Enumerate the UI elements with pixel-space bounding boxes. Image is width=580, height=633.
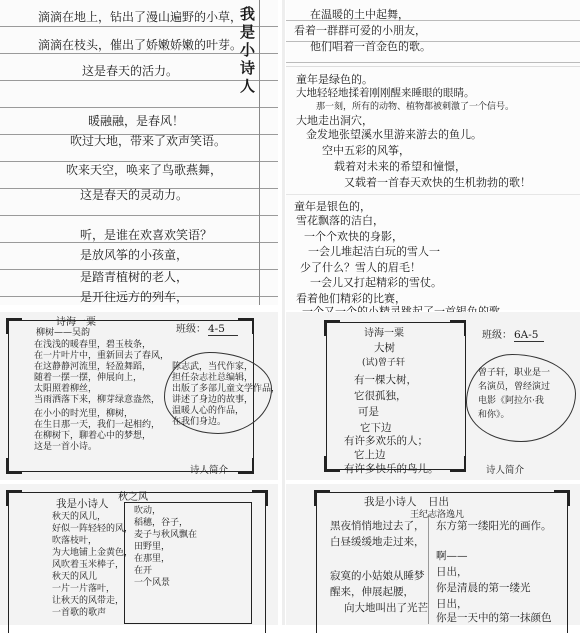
poem-line: 它上边 [354,449,386,461]
card-header: 诗海一粟 [364,328,404,339]
poem-line: 吹动， [134,506,162,516]
poem-line: 白昼缓缓地走过来， [330,536,425,548]
poem-line: 东方第一缕阳光的画作。 [436,520,552,532]
poem-line: 一个个欢快的身影， [304,230,403,243]
poem-line: 是放风筝的小孩童， [80,248,189,262]
poem-line: 它下边 [360,422,392,434]
poem-line: 少了什么？雪人的眉毛！ [300,261,421,274]
poem-line: 它很孤独， [354,390,407,402]
poem-line: 有许多快乐的鸟儿。 [344,463,439,475]
poem-line: 日出， [436,598,468,610]
intro-line: 名演员，曾经演过 [478,382,551,392]
poet-intro-label: 诗人简介 [486,465,525,476]
poem-line: 载着对未来的希望和憧憬， [334,160,466,173]
poem-line: 在那里， [134,554,171,564]
poem-line: 童年是绿色的。 [296,73,373,86]
poem-line: 太阳照着柳丝， [34,384,98,394]
frame-corner-ornament [450,320,466,336]
poem-line: 吹过大地，带来了欢声笑语。 [70,134,227,148]
section-divider [286,194,580,195]
poem-line: 在浅浅的暖春里，碧玉枝条， [34,340,152,350]
intro-line: 陈志武，当代作家， [172,362,254,372]
poem-line: 向大地叫出了光芒 [344,602,428,614]
class-label: 班级： [482,330,512,341]
mid-left-card [0,312,281,480]
poem-line: 好似一阵轻轻的风， [52,524,134,534]
poem-line: 金发地张望溪水里游来游去的鱼儿。 [306,128,482,141]
card-header: 我是小诗人 [56,498,109,510]
poem-line: 暖融融，是春风！ [88,114,185,128]
top-left-page [0,0,278,305]
poem-line: 为大地铺上金黄色， [52,548,134,558]
poem-line: 大地轻轻地揉着刚刚醒来睡眼的眼睛。 [296,87,475,99]
poem-line: 这是春天的活力。 [82,64,179,78]
poem-line: 看着一群群可爱的小朋友， [294,24,426,37]
poem-line: 在这静静河流里，轻盈舞蹈， [34,362,152,372]
poem-line: 又载着一首春天欢快的生机勃勃的歌！ [344,176,531,189]
intro-line: 担任杂志社总编辑， [172,373,254,383]
poem-line: 醒来，伸展起腰， [330,586,414,598]
poem-line: 在小小的时光里，柳树， [34,409,134,419]
poem-line: 你是清晨的第一缕光 [436,582,531,594]
poem-line: 有一棵大树， [354,374,417,386]
poem-line: 风吹着玉米棒子， [52,560,125,570]
frame-corner-ornament [450,456,466,472]
poem-line: 这是一首小诗。 [34,442,98,452]
poem-line: 在生日那一天，我们一起相约， [34,420,161,430]
poem-line: 在柳树下，聊着心中的梦想， [34,431,152,441]
poem-line: 滴滴在枝头，催出了娇嫩娇嫩的叶芽。 [38,38,243,52]
intro-line: 在我们身边。 [172,417,227,427]
intro-line: 电影《阿拉尔·我 [478,396,544,406]
poem-line: 在一片叶片中，重新回去了春风， [34,351,170,361]
intro-line: 温暖人心的作品， [172,406,245,416]
poem-line: 那一刻，所有的动物、植物都被刺激了一个信号。 [316,102,515,112]
bottom-right-card [286,484,580,625]
poem-line: 在温暖的土中起舞， [310,8,409,21]
frame-corner-ornament [314,490,330,506]
poem-line: 大地走出洞穴， [296,114,373,127]
poem-line: 空中五彩的风筝， [322,144,410,157]
frame-corner-ornament [324,320,340,336]
poem-line: 看着他们精彩的比赛， [296,292,406,305]
column-divider [428,514,429,624]
poem-line: 吹落枝叶， [52,536,98,546]
frame-corner-ornament [6,458,22,474]
poem-line: 雪花飘落的洁白， [296,214,384,227]
class-value: 6A-5 [514,329,544,342]
frame-corner-ornament [252,490,268,506]
bottom-left-card [0,484,278,625]
poem-line: 是踏青植树的老人， [80,270,189,284]
class-label: 班级： [176,324,206,335]
intro-line: 讲述了身边的故事， [172,395,254,405]
intro-line: 曾子轩，职业是一 [478,368,551,378]
poem-title: 大树 [374,342,395,354]
poem-line: 稻穗，谷子， [134,518,189,528]
poem-title: 日出 [428,496,449,508]
poem-line: 一会儿又打起精彩的雪仗。 [310,276,442,289]
poem-title-vertical: 我是小诗人 [238,6,256,96]
frame-corner-ornament [324,456,340,472]
section-divider [286,66,580,67]
poem-line: 有许多欢乐的人； [344,435,428,447]
class-value: 4-5 [208,323,238,336]
frame-corner-ornament [238,318,254,334]
frame-corner-ornament [6,490,22,506]
frame-corner-ornament [238,458,254,474]
poem-line: 黑夜悄悄地过去了， [330,520,425,532]
poem-line: 啊—— [436,550,468,562]
top-right-page [286,0,580,310]
poem-line: 让秋天的风带走， [52,596,125,606]
poem-line: 一个风景 [134,578,171,588]
poem-line: 随着一摆一摆，伸展向上， [34,373,143,383]
poem-line: 听，是谁在欢喜欢笑语？ [80,228,213,242]
poem-title: 秋之风 [118,492,148,503]
poem-author: 王纪志洛逸凡 [410,510,465,520]
panel-gutter [282,0,285,625]
intro-line: 出版了多部儿童文学作品， [172,384,281,394]
poet-intro-label: 诗人简介 [190,465,229,476]
poem-line: 这是春天的灵动力。 [80,188,189,202]
poem-title: 柳树——吴韵 [36,328,91,338]
poem-line: 一会儿堆起洁白玩的雪人一 [308,245,440,258]
poem-line: 是开往远方的列车， [80,290,189,304]
poem-line: 可是 [358,406,379,418]
poem-line: 寂寞的小姑娘从睡梦 [330,570,425,582]
poem-line: 滴滴在地上，钻出了漫山遍野的小草， [38,10,243,24]
poem-line: 吹来天空，唤来了鸟歌燕舞， [66,163,223,177]
poem-author: (试)曾子轩 [362,358,406,368]
poem-line: 当雨洒落下来，柳芽绿意盎然， [34,395,161,405]
poem-line: 在开 [134,566,153,576]
poem-line: 一片一片落叶， [52,584,116,594]
intro-line: 和你》。 [478,410,510,420]
card-header: 诗海一粟 [56,317,96,328]
poem-line: 他们唱着一首金色的歌。 [310,40,431,53]
poem-line: 秋天的风儿 [52,572,98,582]
card-header: 我是小诗人 [364,496,417,508]
poem-line: 童年是银色的， [294,200,371,213]
class-field [482,326,544,342]
class-field [176,320,238,336]
poem-line: 你是一天中的第一抹颜色 [436,612,552,624]
poem-line: 田野里， [134,542,171,552]
poem-line: 麦子与秋风飘在 [134,530,198,540]
frame-corner-ornament [6,318,22,334]
mid-right-card [286,312,580,480]
poem-line: 秋天的风儿， [52,512,107,522]
poem-line: 一首歌的歌声 [52,608,107,618]
page-margin-line [259,0,270,305]
poem-line: 日出， [436,566,468,578]
frame-corner-ornament [554,490,570,506]
